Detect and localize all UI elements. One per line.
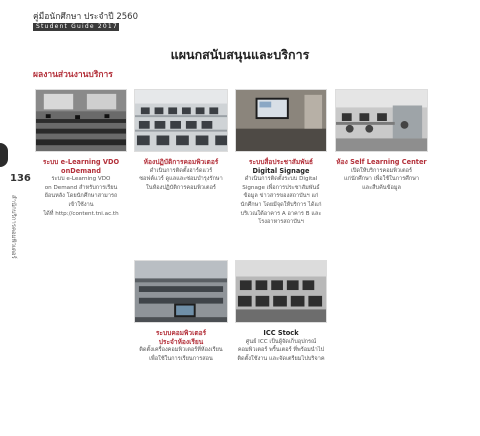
section-heading: ผลงานส่วนงานบริการ bbox=[33, 70, 113, 80]
caption-self-learning bbox=[335, 158, 428, 192]
page-number: 136 bbox=[10, 173, 31, 184]
caption-line: โรงอาหารสถาบันฯ bbox=[258, 219, 304, 226]
page-title: แผนกสนับสนุนและบริการ bbox=[170, 47, 310, 62]
caption-classroom-computer bbox=[134, 329, 228, 363]
caption-line: ข้อมูล ข่าวสารของสถาบันฯ แก่ bbox=[243, 193, 319, 200]
caption-line: เข้าใช้งาน bbox=[68, 201, 94, 208]
computer-lab-photo bbox=[134, 89, 228, 152]
caption-line: นักศึกษา โดยมีจุดให้บริการ ได้แก่ bbox=[240, 201, 322, 208]
caption-line: ติดตั้งเครื่องคอมพิวเตอร์ที่ห้องเรียน bbox=[139, 347, 223, 354]
caption-title: ห้อง Self Learning Center bbox=[336, 158, 427, 166]
caption-title: ระบบคอมพิวเตอร์ bbox=[155, 329, 207, 337]
caption-line: เปิดให้บริการคอมพิวเตอร์ bbox=[350, 167, 413, 174]
caption-line: เพื่อใช้ในการเรียนการสอน bbox=[149, 355, 213, 362]
self-learning-photo bbox=[335, 89, 428, 152]
caption-line: ติดตั้งใช้งาน และจัดเตรียมไปบริจาค bbox=[237, 355, 325, 362]
caption-line: ระบบ e-Learning VDO bbox=[51, 176, 111, 183]
caption-title: ระบบ e-Learning VDO bbox=[42, 158, 120, 166]
side-label-text: สํานักบริการคอมพิวเตอร์ bbox=[10, 195, 17, 259]
lecture-hall-photo bbox=[35, 89, 127, 152]
caption-title: Digital Signage bbox=[252, 166, 310, 175]
caption-title: ระบบสื่อประชาสัมพันธ์ bbox=[248, 158, 314, 166]
caption-line: คอมพิวเตอร์ พริ้นเตอร์ ที่พร้อมนำไป bbox=[237, 347, 325, 354]
caption-elearning bbox=[35, 158, 127, 218]
side-label bbox=[10, 195, 20, 265]
caption-title: ประจำห้องเรียน bbox=[158, 337, 204, 346]
caption-line: ย้อนหลัง โดยนักศึกษาสามารถ bbox=[44, 193, 118, 200]
side-tab-marker bbox=[0, 143, 8, 167]
guide-header bbox=[33, 12, 138, 31]
caption-line: Signage เพื่อการประชาสัมพันธ์ bbox=[242, 184, 320, 191]
caption-line: และสืบค้นข้อมูล bbox=[362, 184, 401, 191]
caption-icc-stock bbox=[235, 329, 327, 363]
caption-line: ดำเนินการติดตั้งฮาร์ดแวร์ bbox=[149, 167, 213, 174]
caption-link[interactable]: ได้ที่ http://content.tni.ac.th bbox=[43, 210, 119, 217]
caption-title: ICC Stock bbox=[263, 329, 299, 337]
digital-signage-photo bbox=[235, 89, 327, 152]
guide-subtitle: Student Guide 2017 bbox=[33, 23, 119, 31]
caption-computer-lab bbox=[134, 158, 228, 192]
caption-line: ดำเนินการติดตั้งระบบ Digital bbox=[244, 176, 318, 183]
caption-line: ศูนย์ ICC เป็นผู้จัดเก็บอุปกรณ์ bbox=[245, 338, 317, 345]
guide-title: คู่มือนักศึกษา ประจำปี 2560 bbox=[33, 12, 138, 22]
caption-line: ในห้องปฏิบัติการคอมพิวเตอร์ bbox=[146, 184, 216, 191]
caption-digital-signage bbox=[235, 158, 327, 227]
caption-title: onDemand bbox=[61, 166, 101, 175]
caption-line: on Demand สำหรับการเรียน bbox=[44, 184, 118, 191]
caption-line: แก่นักศึกษา เพื่อใช้ในการศึกษา bbox=[343, 176, 420, 183]
caption-line: บริเวณใต้อาคาร A อาคาร B และ bbox=[240, 210, 322, 217]
equipment-stock-photo bbox=[235, 260, 327, 323]
caption-line: ซอฟต์แวร์ ดูแลและซ่อมบำรุงรักษา bbox=[139, 176, 223, 183]
classroom-computer-photo bbox=[134, 260, 228, 323]
caption-title: ห้องปฏิบัติการคอมพิวเตอร์ bbox=[143, 158, 219, 166]
